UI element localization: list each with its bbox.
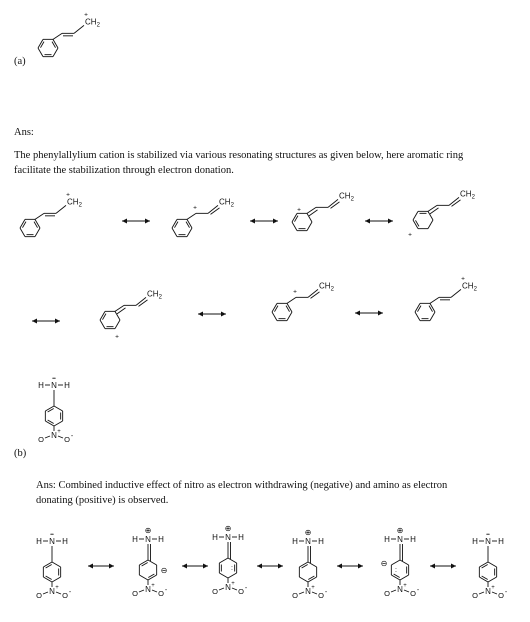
- arrow-head-left: [182, 564, 187, 569]
- arrow-head-left: [355, 311, 360, 316]
- ring-negative-charge: ⊖: [380, 559, 388, 568]
- chain-double-bond: [139, 300, 148, 307]
- nitroaniline-res-4-ring: [299, 562, 316, 582]
- chain-double-bond: [452, 200, 461, 207]
- ring-cation-charge: +: [115, 333, 119, 341]
- nitro-nitrogen: N: [485, 587, 491, 596]
- nitro-positive-charge: +: [491, 585, 495, 591]
- cation-charge: +: [193, 204, 197, 212]
- ch2-label: $CH_2$: [319, 281, 334, 293]
- cation-charge: +: [293, 288, 297, 296]
- amine-hydrogen: H: [38, 381, 44, 390]
- n-o-bond: [56, 592, 61, 594]
- amine-nitrogen: N: [225, 533, 231, 542]
- nitro-negative-charge: -: [416, 587, 420, 594]
- amine-lone-pair: ••: [50, 532, 54, 538]
- arrow-head-left: [32, 319, 37, 324]
- n-o-bond: [139, 590, 144, 592]
- n-o-bond: [232, 588, 237, 590]
- n-o-bond: [58, 436, 63, 438]
- amine-positive-charge: ⊕: [144, 526, 152, 535]
- n-o-bond: [312, 592, 317, 594]
- ch2-label: $CH_2$: [462, 281, 477, 293]
- chain-bond: [53, 33, 62, 39]
- amine-positive-charge: ⊕: [304, 528, 312, 537]
- nitro-nitrogen: N: [397, 585, 403, 594]
- arrow-head-right: [221, 312, 226, 317]
- nitro-positive-charge: +: [151, 583, 155, 589]
- n-o-bond: [152, 590, 157, 592]
- ch2-label: $CH_2$: [219, 197, 234, 209]
- n-o-bond: [492, 592, 497, 594]
- arrow-head-left: [257, 564, 262, 569]
- nitroaniline-res-1-ring: [43, 562, 60, 582]
- arrow-head-right: [278, 564, 283, 569]
- nitro-negative-charge: -: [164, 587, 168, 594]
- nitroaniline-res-6-ring: [479, 562, 496, 582]
- arrow-head-left: [430, 564, 435, 569]
- chain-bond: [74, 25, 84, 33]
- nitro-oxygen: O: [498, 591, 504, 600]
- amine-hydrogen: H: [238, 533, 244, 542]
- nitro-nitrogen: N: [49, 587, 55, 596]
- answer-b-paragraph: Ans: Combined inductive effect of nitro as electron withdrawing (negative) and amino as electron donating (positive) is observed.: [36, 480, 448, 506]
- arrow-head-left: [122, 219, 127, 224]
- arrow-head-right: [378, 311, 383, 316]
- arrow-head-right: [273, 219, 278, 224]
- n-o-bond: [43, 592, 48, 594]
- n-o-bond: [479, 592, 484, 594]
- amine-hydrogen: H: [410, 535, 416, 544]
- nitro-oxygen: O: [64, 435, 70, 444]
- nitro-positive-charge: +: [55, 585, 59, 591]
- nitro-oxygen: O: [62, 591, 68, 600]
- nitro-oxygen: O: [384, 589, 390, 598]
- nitro-nitrogen: N: [145, 585, 151, 594]
- nitro-oxygen: O: [318, 591, 324, 600]
- ch2-label: $CH_2$: [339, 191, 354, 203]
- amine-nitrogen: N: [397, 535, 403, 544]
- chain-bond: [35, 213, 44, 219]
- n-o-bond: [299, 592, 304, 594]
- amine-positive-charge: ⊕: [396, 526, 404, 535]
- chain-double-bond: [331, 202, 340, 209]
- cation-charge: +: [84, 11, 88, 19]
- nitro-negative-charge: -: [504, 589, 508, 596]
- chain-bond: [428, 205, 437, 211]
- amine-hydrogen: H: [292, 537, 298, 546]
- amine-lone-pair: ••: [486, 532, 490, 538]
- chain-bond: [451, 289, 461, 297]
- arrow-head-left: [88, 564, 93, 569]
- amine-hydrogen: H: [498, 537, 504, 546]
- amine-hydrogen: H: [212, 533, 218, 542]
- ch2-label: $CH_2$: [67, 197, 82, 209]
- amine-nitrogen: N: [485, 537, 491, 546]
- arrow-head-left: [250, 219, 255, 224]
- nitroaniline-b-ring: [45, 406, 62, 426]
- n-o-bond: [404, 590, 409, 592]
- resonance-2-ring: [172, 219, 192, 236]
- nitro-oxygen: O: [158, 589, 164, 598]
- nitro-oxygen: O: [292, 591, 298, 600]
- label-a: (a): [14, 56, 26, 67]
- arrow-head-right: [451, 564, 456, 569]
- phenylallylium-ring: [38, 39, 58, 56]
- amine-nitrogen: N: [49, 537, 55, 546]
- label-b: (b): [14, 448, 27, 459]
- ch2-label: $CH_2$: [460, 189, 475, 201]
- amine-nitrogen: N: [51, 381, 57, 390]
- nitroaniline-res-3-ring: [219, 558, 236, 578]
- chain-bond: [56, 205, 66, 213]
- amine-hydrogen: H: [472, 537, 478, 546]
- ring-cation-charge: +: [297, 206, 301, 214]
- nitro-nitrogen: N: [51, 431, 57, 440]
- resonance-6-ring: [272, 303, 292, 320]
- answer-a-heading: Ans:: [14, 127, 34, 138]
- nitro-negative-charge: -: [244, 585, 248, 592]
- chain-bond: [187, 213, 196, 219]
- chain-bond: [287, 297, 296, 303]
- arrow-head-right: [388, 219, 393, 224]
- amine-hydrogen: H: [318, 537, 324, 546]
- nitro-negative-charge: -: [68, 589, 72, 596]
- nitro-oxygen: O: [212, 587, 218, 596]
- nitro-oxygen: O: [38, 435, 44, 444]
- nitroaniline-res-2-ring: [139, 560, 156, 580]
- ch2-label: $CH_2$: [147, 289, 162, 301]
- n-o-bond: [45, 436, 50, 438]
- nitro-positive-charge: +: [403, 583, 407, 589]
- chain-bond: [430, 297, 439, 303]
- nitro-positive-charge: +: [57, 429, 61, 435]
- nitroaniline-res-5-ring: [391, 560, 408, 580]
- amine-positive-charge: ⊕: [224, 524, 232, 533]
- amine-hydrogen: H: [36, 537, 42, 546]
- nitro-nitrogen: N: [305, 587, 311, 596]
- amine-hydrogen: H: [384, 535, 390, 544]
- ring-cation-charge: +: [408, 231, 412, 239]
- nitro-negative-charge: -: [70, 433, 74, 440]
- chain-bond: [115, 305, 124, 311]
- arrow-head-left: [337, 564, 342, 569]
- answer-a-paragraph: The phenylallylium cation is stabilized via various resonating structures as given below, here aromatic ring facilitate the stabilization through electron donation.: [14, 150, 464, 176]
- cation-charge: +: [66, 191, 70, 199]
- cation-charge: +: [461, 275, 465, 283]
- ch2-label: $CH_2$: [85, 17, 100, 29]
- nitro-oxygen: O: [132, 589, 138, 598]
- ring-lone-pair: :: [231, 565, 233, 572]
- arrow-head-right: [55, 319, 60, 324]
- arrow-head-right: [358, 564, 363, 569]
- resonance-1-ring: [20, 219, 40, 236]
- arrow-head-left: [365, 219, 370, 224]
- amine-nitrogen: N: [145, 535, 151, 544]
- chain-double-bond: [311, 292, 320, 299]
- amine-hydrogen: H: [64, 381, 70, 390]
- arrow-head-right: [203, 564, 208, 569]
- amine-hydrogen: H: [132, 535, 138, 544]
- ring-negative-charge: ⊖: [160, 566, 168, 575]
- resonance-7-ring: [415, 303, 435, 320]
- n-o-bond: [391, 590, 396, 592]
- n-o-bond: [219, 588, 224, 590]
- chain-bond: [307, 207, 316, 213]
- nitro-oxygen: O: [472, 591, 478, 600]
- nitro-positive-charge: +: [311, 585, 315, 591]
- nitro-negative-charge: -: [324, 589, 328, 596]
- ring-lone-pair: :: [395, 567, 397, 574]
- nitro-oxygen: O: [36, 591, 42, 600]
- amine-hydrogen: H: [158, 535, 164, 544]
- amine-nitrogen: N: [305, 537, 311, 546]
- nitro-nitrogen: N: [225, 583, 231, 592]
- nitro-oxygen: O: [238, 587, 244, 596]
- arrow-head-right: [145, 219, 150, 224]
- nitro-oxygen: O: [410, 589, 416, 598]
- nitro-positive-charge: +: [231, 581, 235, 587]
- resonance-3-ring: [292, 213, 312, 230]
- arrow-head-left: [198, 312, 203, 317]
- resonance-5-ring: [100, 311, 120, 328]
- amine-lone-pair: ••: [52, 376, 56, 382]
- chain-double-bond: [211, 208, 220, 215]
- amine-hydrogen: H: [62, 537, 68, 546]
- resonance-4-ring: [413, 211, 433, 228]
- arrow-head-right: [109, 564, 114, 569]
